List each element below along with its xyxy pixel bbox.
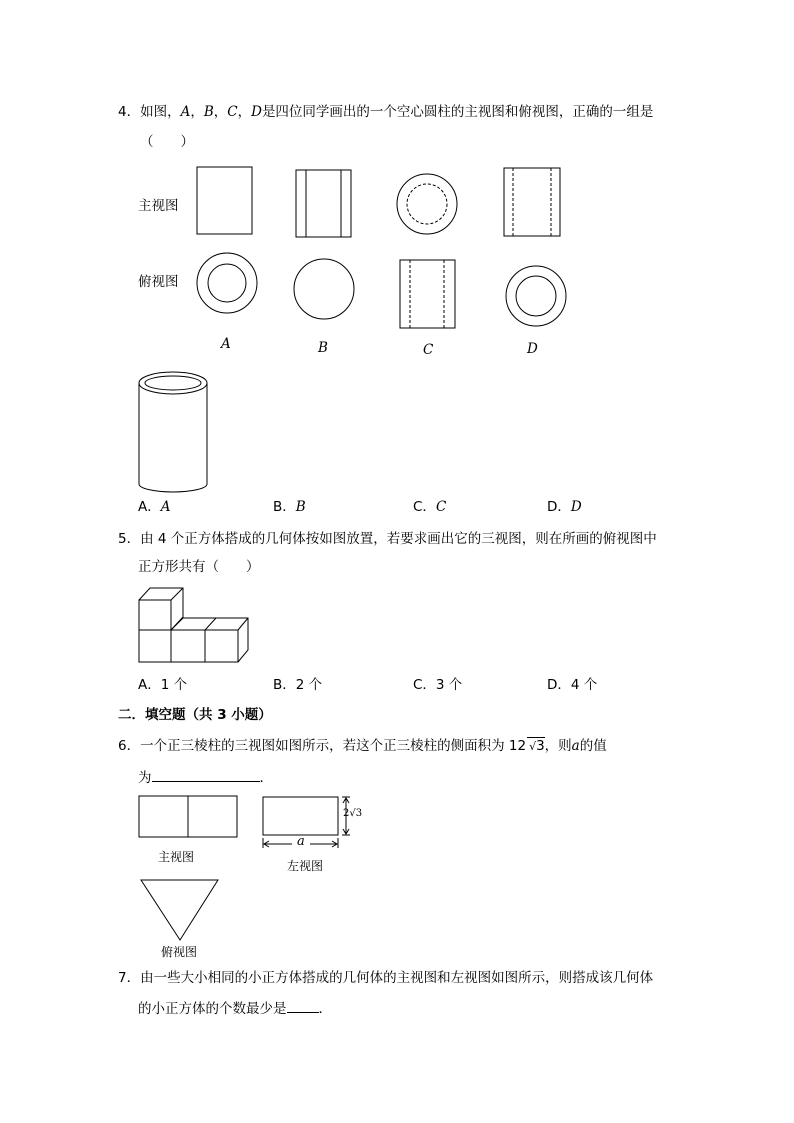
q4-text-after: 是四位同学画出的一个空心圆柱的主视图和俯视图，正确的一组是 — [261, 104, 654, 120]
q4-option-a-prefix: A． — [138, 499, 161, 515]
q4-var-b: B — [203, 104, 214, 120]
q6-line2-end: ． — [259, 770, 273, 786]
q6-sqrt-value: 3 — [536, 738, 545, 754]
q4-option-b-prefix: B． — [273, 499, 296, 515]
section-heading: 二．填空题（共 3 小题） — [118, 707, 272, 723]
q6-line1-c: 的值 — [579, 738, 607, 754]
q4-fig-label-c: C — [423, 342, 434, 358]
q7-answer-blank[interactable] — [287, 998, 319, 1013]
q4-var-d: D — [251, 104, 262, 120]
q6-line1-a: 一个正三棱柱的三视图如图所示，若这个正三棱柱的侧面积为 12 — [140, 738, 527, 754]
q6-front-view-label: 主视图 — [158, 850, 195, 864]
q4-option-c-prefix: C． — [413, 499, 436, 515]
q6-number: 6． — [118, 738, 141, 754]
q4-sep-3: ， — [237, 104, 252, 120]
q5-number: 5． — [118, 531, 141, 547]
q4-fig-label-d: D — [527, 341, 538, 357]
q7-line1: 由一些大小相同的小正方体搭成的几何体的主视图和左视图如图所示，则搭成该几何体 — [140, 970, 654, 986]
q6-sqrt: √3 — [529, 738, 545, 754]
q5-line1: 由 4 个正方体搭成的几何体按如图放置，若要求画出它的三视图，则在所画的俯视图中 — [140, 531, 657, 547]
q5-option-a[interactable]: A．1 个 — [138, 677, 188, 693]
q4-var-a: A — [180, 104, 191, 120]
q6-line2: 为 — [138, 770, 152, 786]
q4-fig-label-a: A — [221, 336, 231, 352]
q4-option-b-value: B — [295, 499, 306, 515]
q6-height-label: 2√3 — [343, 808, 363, 819]
q4-sep-2: ， — [213, 104, 228, 120]
q4-sep-1: ， — [190, 104, 204, 120]
q7-stem-line1 — [118, 968, 653, 988]
q4-option-c-value: C — [435, 499, 447, 515]
q5-option-b[interactable]: B．2 个 — [273, 677, 323, 693]
q6-line1-b: ，则 — [544, 738, 572, 754]
q7-number: 7． — [118, 970, 141, 986]
q4-fig-label-b: B — [318, 340, 328, 356]
q4-number: 4． — [118, 104, 141, 120]
q7-line2-end: ． — [318, 1001, 332, 1017]
q6-var-a: a — [571, 738, 580, 754]
q7-stem-line2 — [138, 998, 332, 1019]
q6-top-view-label: 俯视图 — [161, 945, 198, 959]
q6-width-label: a — [297, 834, 305, 849]
q7-line2: 的小正方体的个数最少是 — [138, 1001, 287, 1017]
q4-front-view-label: 主视图 — [138, 198, 179, 214]
q5-option-c[interactable]: C．3 个 — [413, 677, 463, 693]
q4-option-d-prefix: D． — [547, 499, 571, 515]
q4-text-before: 如图， — [140, 104, 181, 120]
q4-answer-paren: （ ） — [140, 134, 194, 150]
q4-var-c: C — [227, 104, 238, 120]
q4-option-a-value: A — [160, 499, 171, 515]
q4-option-d-value: D — [570, 499, 582, 515]
q6-left-view-label: 左视图 — [287, 859, 324, 873]
q5-stem-line2: 正方形共有（ ） — [138, 559, 260, 575]
q4-top-view-label: 俯视图 — [138, 274, 179, 290]
q5-option-d[interactable]: D．4 个 — [547, 677, 598, 693]
